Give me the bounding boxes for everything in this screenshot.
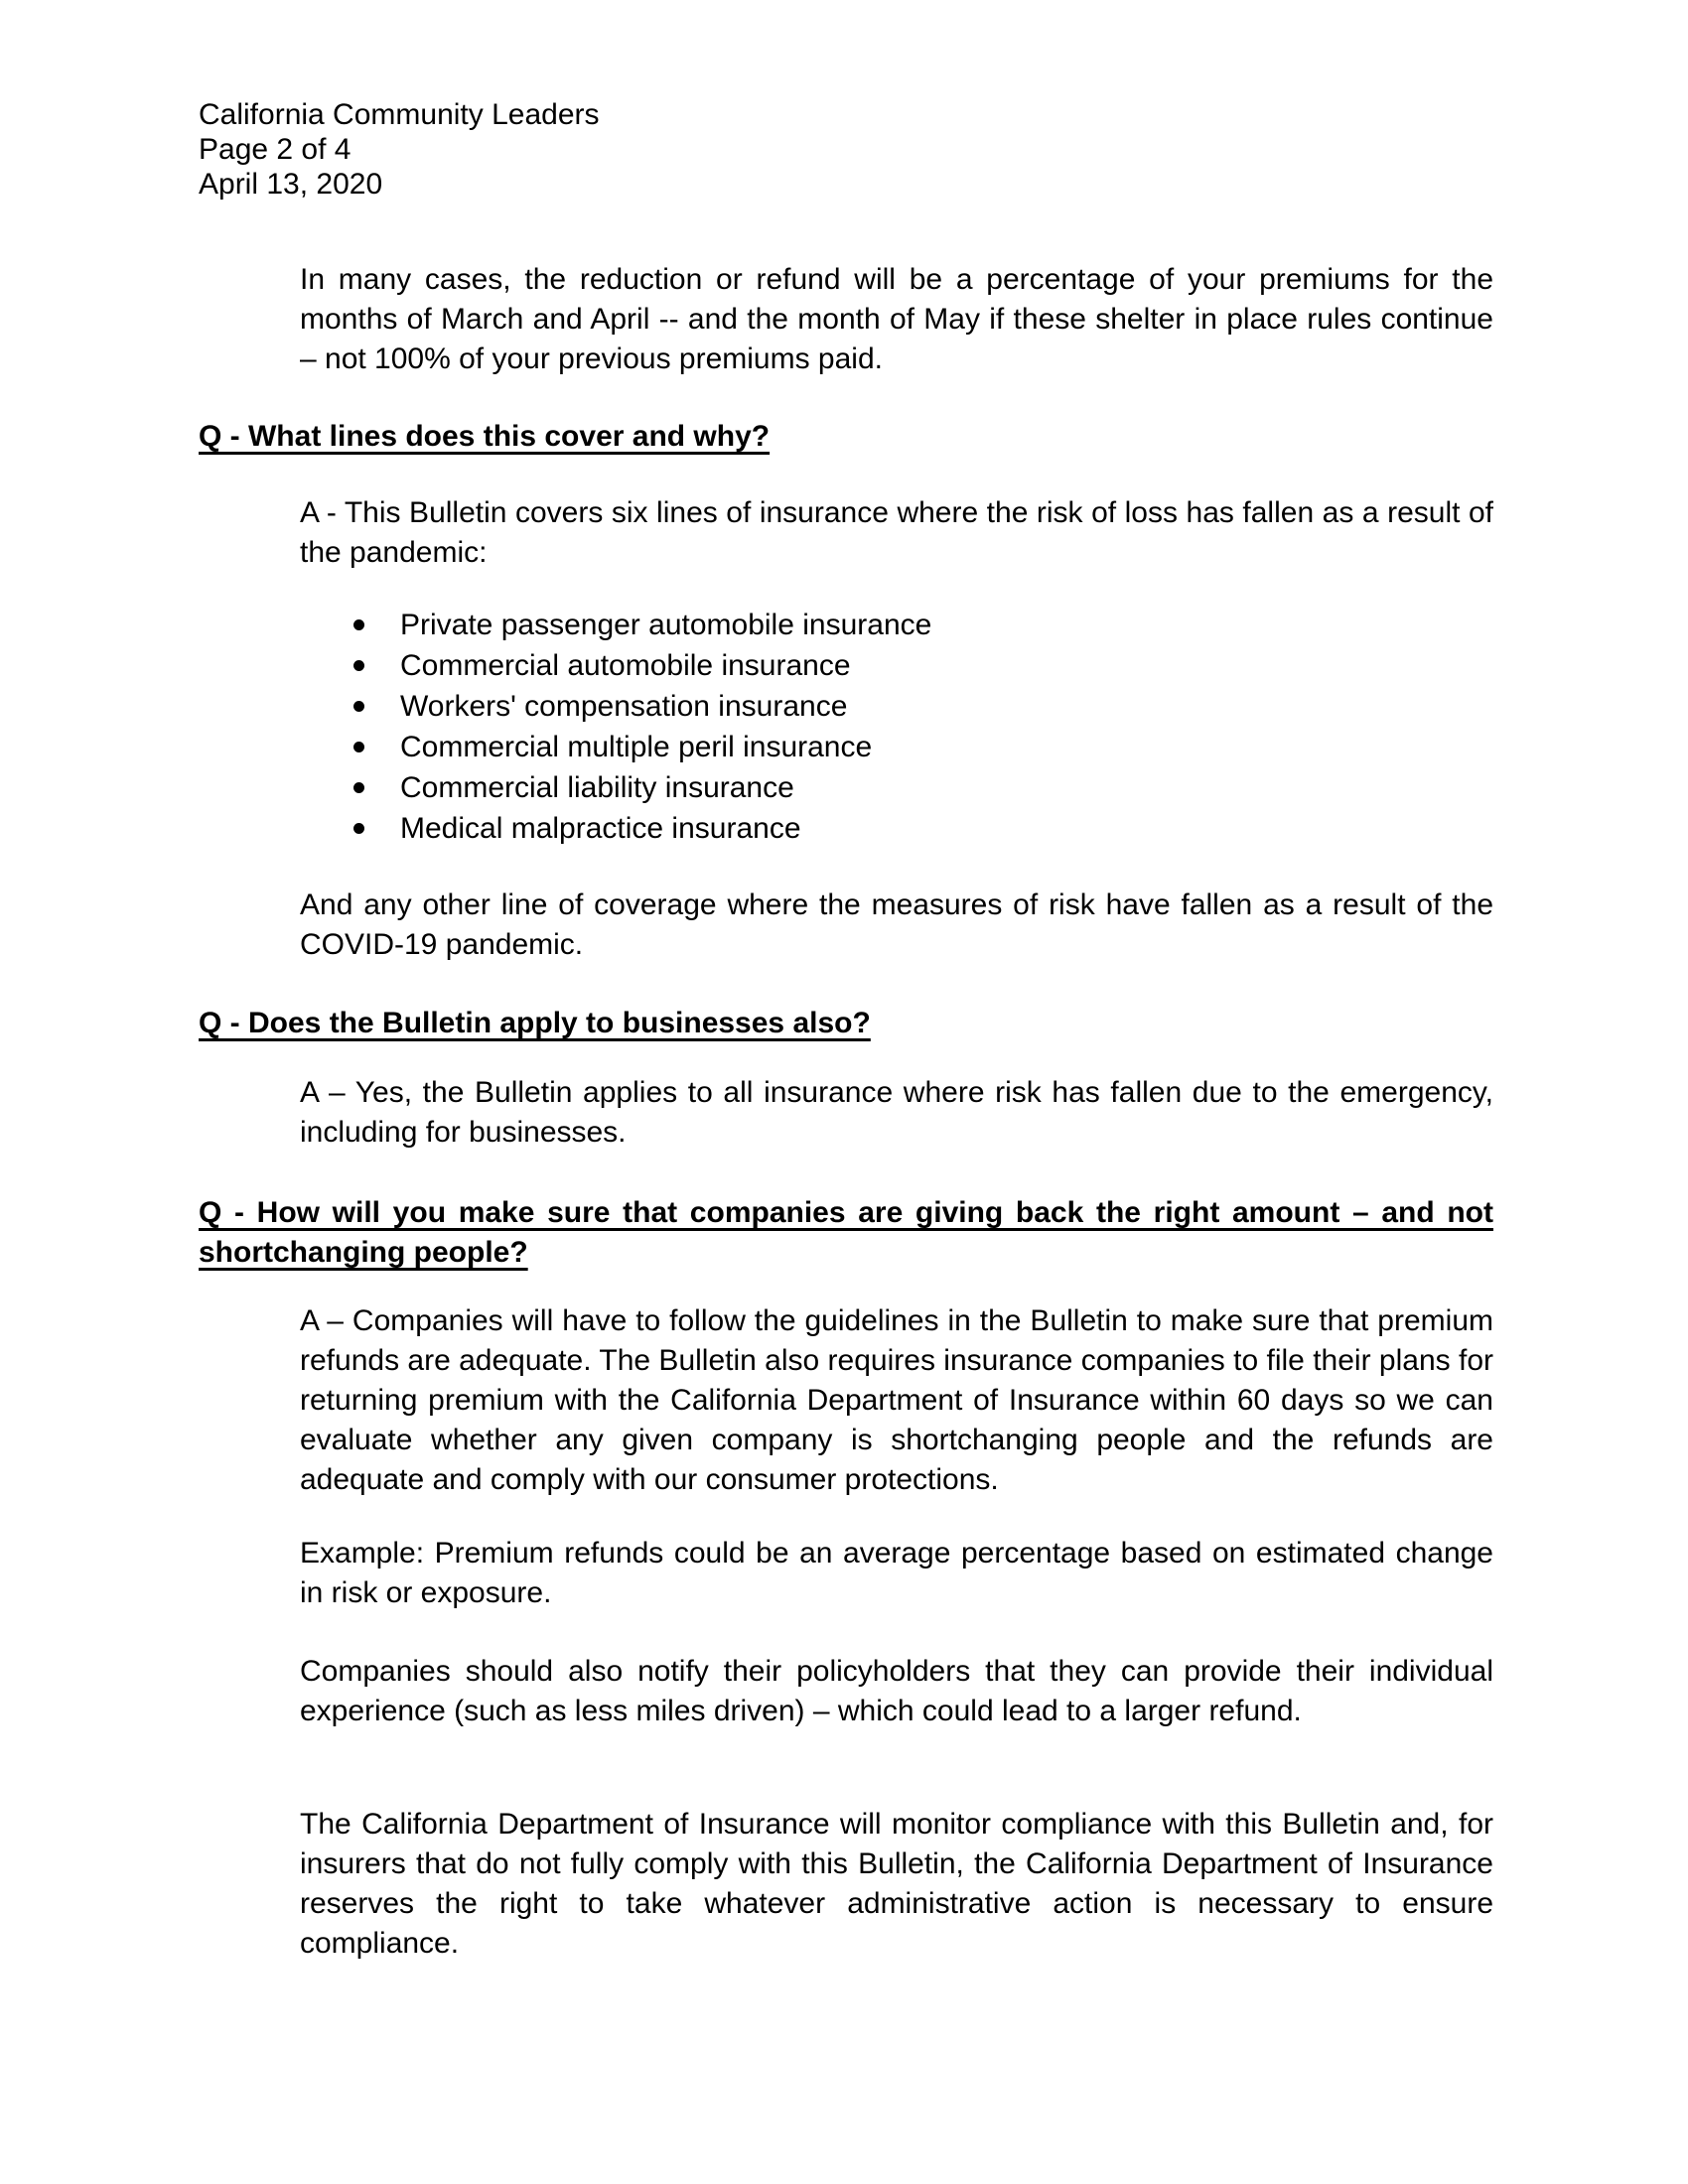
bullet-icon <box>353 742 364 752</box>
question-heading-3: Q - How will you make sure that companies are giving back the right amount – and not shortchanging people? <box>199 1196 1493 1269</box>
enforcement-paragraph: The California Department of Insurance will monitor compliance with this Bulletin and, for insurers that do not fully comply with this Bulletin, the California Department of Insurance reserves the right to take whatever administrative action is necessary to ensure compliance. <box>300 1808 1493 1960</box>
bullet-icon <box>353 782 364 793</box>
list-item <box>353 727 1495 767</box>
header-date: April 13, 2020 <box>199 168 383 201</box>
bullet-icon <box>353 660 364 671</box>
list-item-label: Commercial automobile insurance <box>400 649 851 682</box>
question-heading-2: Q - Does the Bulletin apply to businesses also? <box>199 1007 871 1039</box>
list-item-label: Commercial multiple peril insurance <box>400 731 873 763</box>
list-item <box>353 686 1495 727</box>
list-item <box>353 808 1495 849</box>
notify-paragraph: Companies should also notify their policyholders that they can provide their individual experience (such as less miles driven) – which could lead to a larger refund. <box>300 1655 1493 1727</box>
bullet-icon <box>353 619 364 630</box>
list-item-label: Medical malpractice insurance <box>400 812 801 845</box>
header-org: California Community Leaders <box>199 98 600 131</box>
list-item-label: Commercial liability insurance <box>400 771 794 804</box>
answer-paragraph-3: A – Companies will have to follow the guidelines in the Bulletin to make sure that premium refunds are adequate. The Bulletin also requires insurance companies to file their plans for returning premium with the California Department of Insurance within 60 days so we can evaluate whether any given company is shortchanging people and the refunds are adequate and comply with our consumer protections. <box>300 1304 1493 1496</box>
document-header <box>199 97 894 202</box>
question-heading-1: Q - What lines does this cover and why? <box>199 420 771 453</box>
list-item <box>353 767 1495 808</box>
answer-paragraph-1: A - This Bulletin covers six lines of insurance where the risk of loss has fallen as a result of the pandemic: <box>300 496 1493 569</box>
bullet-icon <box>353 823 364 834</box>
intro-paragraph: In many cases, the reduction or refund will be a percentage of your premiums for the months of March and April -- and the month of May if these shelter in place rules continue – not 100% of your previous premiums paid. <box>300 263 1493 375</box>
list-item-label: Workers' compensation insurance <box>400 690 848 723</box>
insurance-lines-list <box>353 605 1495 849</box>
closing-paragraph: And any other line of coverage where the measures of risk have fallen as a result of the COVID-19 pandemic. <box>300 888 1493 961</box>
list-item <box>353 605 1495 645</box>
bullet-icon <box>353 701 364 712</box>
header-page-number: Page 2 of 4 <box>199 133 352 166</box>
example-paragraph: Example: Premium refunds could be an average percentage based on estimated change in risk or exposure. <box>300 1537 1493 1609</box>
list-item-label: Private passenger automobile insurance <box>400 609 932 641</box>
list-item <box>353 645 1495 686</box>
answer-paragraph-2: A – Yes, the Bulletin applies to all insurance where risk has fallen due to the emergency, including for businesses. <box>300 1076 1493 1149</box>
